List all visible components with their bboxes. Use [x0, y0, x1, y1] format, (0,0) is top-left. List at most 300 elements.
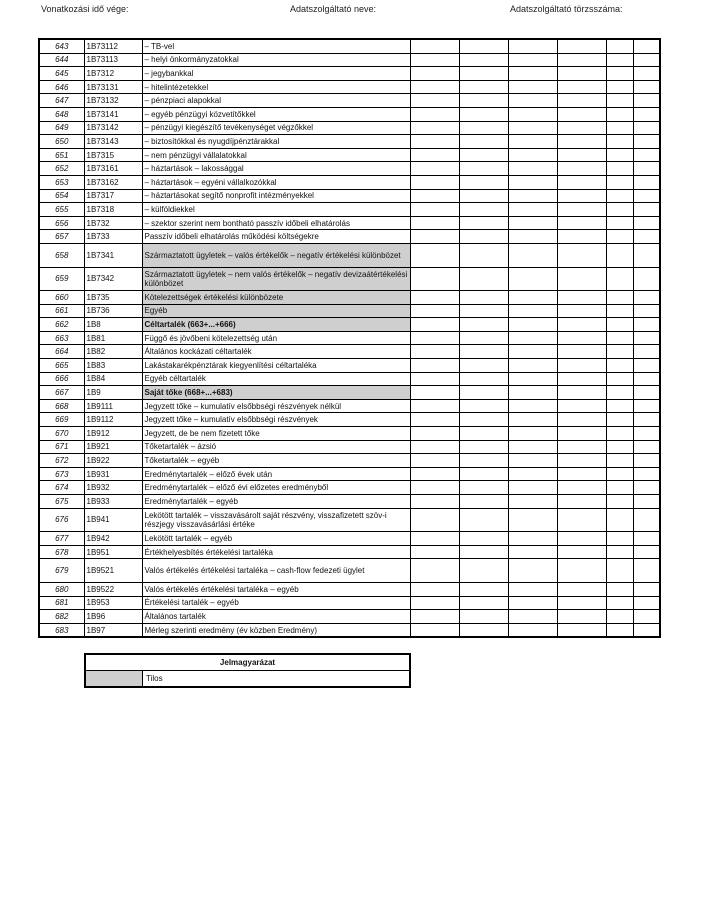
value-cell[interactable] — [410, 148, 459, 162]
value-cell[interactable] — [557, 495, 606, 509]
value-cell[interactable] — [410, 545, 459, 559]
value-cell[interactable] — [459, 359, 508, 373]
value-cell[interactable] — [508, 203, 557, 217]
value-cell[interactable] — [606, 359, 633, 373]
value-cell[interactable] — [459, 291, 508, 305]
value-cell[interactable] — [557, 454, 606, 468]
value-cell[interactable] — [459, 216, 508, 230]
value-cell[interactable] — [459, 175, 508, 189]
value-cell[interactable] — [557, 230, 606, 244]
value-cell[interactable] — [606, 175, 633, 189]
value-cell[interactable] — [606, 623, 633, 637]
value-cell[interactable] — [557, 94, 606, 108]
legend-label-tilos: Tilos — [146, 674, 163, 683]
row-number: 663 — [39, 331, 84, 345]
value-cell[interactable] — [459, 331, 508, 345]
value-cell[interactable] — [606, 508, 633, 532]
row-number: 664 — [39, 345, 84, 359]
value-cell[interactable] — [410, 331, 459, 345]
value-cell[interactable] — [557, 39, 606, 53]
value-cell[interactable] — [459, 386, 508, 400]
value-cell[interactable] — [508, 53, 557, 67]
value-cell[interactable] — [557, 440, 606, 454]
value-cell[interactable] — [459, 596, 508, 610]
value-cell[interactable] — [633, 331, 660, 345]
value-cell[interactable] — [459, 189, 508, 203]
value-cell[interactable] — [557, 162, 606, 176]
value-cell[interactable] — [508, 481, 557, 495]
value-cell[interactable] — [633, 427, 660, 441]
value-cell[interactable] — [459, 148, 508, 162]
table-row — [39, 53, 660, 67]
value-cell[interactable] — [557, 372, 606, 386]
value-cell[interactable] — [633, 532, 660, 546]
value-cell[interactable] — [633, 372, 660, 386]
table-row — [39, 94, 660, 108]
value-cell[interactable] — [557, 331, 606, 345]
value-cell[interactable] — [508, 216, 557, 230]
table-row — [39, 582, 660, 596]
value-cell[interactable] — [633, 148, 660, 162]
value-cell[interactable] — [508, 189, 557, 203]
value-cell[interactable] — [557, 304, 606, 318]
row-number: 661 — [39, 304, 84, 318]
value-cell[interactable] — [633, 623, 660, 637]
value-cell[interactable] — [459, 545, 508, 559]
value-cell[interactable] — [508, 175, 557, 189]
value-cell[interactable] — [410, 121, 459, 135]
value-cell[interactable] — [606, 135, 633, 149]
value-cell[interactable] — [459, 427, 508, 441]
row-number: 647 — [39, 94, 84, 108]
value-cell[interactable] — [459, 94, 508, 108]
value-cell[interactable] — [633, 203, 660, 217]
value-cell[interactable] — [508, 318, 557, 332]
value-cell[interactable] — [557, 345, 606, 359]
value-cell[interactable] — [508, 304, 557, 318]
value-cell[interactable] — [606, 318, 633, 332]
value-cell[interactable] — [508, 399, 557, 413]
value-cell[interactable] — [633, 508, 660, 532]
value-cell[interactable] — [410, 94, 459, 108]
value-cell[interactable] — [508, 331, 557, 345]
value-cell[interactable] — [557, 67, 606, 81]
row-code: 1B735 — [84, 291, 142, 305]
value-cell[interactable] — [606, 107, 633, 121]
value-cell[interactable] — [459, 440, 508, 454]
value-cell[interactable] — [459, 559, 508, 583]
value-cell[interactable] — [410, 508, 459, 532]
row-label: Egyéb — [142, 304, 410, 318]
value-cell[interactable] — [508, 80, 557, 94]
value-cell[interactable] — [459, 80, 508, 94]
row-code: 1B73162 — [84, 175, 142, 189]
value-cell[interactable] — [557, 508, 606, 532]
value-cell[interactable] — [410, 481, 459, 495]
row-label: Kötelezettségek értékelési különbözete — [142, 291, 410, 305]
table-row — [39, 80, 660, 94]
value-cell[interactable] — [459, 610, 508, 624]
value-cell[interactable] — [508, 596, 557, 610]
row-number: 652 — [39, 162, 84, 176]
value-cell[interactable] — [508, 107, 557, 121]
row-number: 646 — [39, 80, 84, 94]
value-cell[interactable] — [410, 386, 459, 400]
value-cell[interactable] — [410, 559, 459, 583]
value-cell[interactable] — [410, 372, 459, 386]
row-number: 649 — [39, 121, 84, 135]
value-cell[interactable] — [606, 67, 633, 81]
row-number: 675 — [39, 495, 84, 509]
table-row — [39, 135, 660, 149]
value-cell[interactable] — [459, 481, 508, 495]
value-cell[interactable] — [557, 596, 606, 610]
value-cell[interactable] — [508, 372, 557, 386]
value-cell[interactable] — [606, 532, 633, 546]
row-number: 670 — [39, 427, 84, 441]
row-label: Általános tartalék — [142, 610, 410, 624]
table-row — [39, 545, 660, 559]
value-cell[interactable] — [606, 267, 633, 291]
value-cell[interactable] — [633, 216, 660, 230]
value-cell[interactable] — [508, 623, 557, 637]
value-cell[interactable] — [410, 203, 459, 217]
value-cell[interactable] — [606, 582, 633, 596]
row-number: 666 — [39, 372, 84, 386]
table-row — [39, 203, 660, 217]
value-cell[interactable] — [606, 413, 633, 427]
value-cell[interactable] — [410, 495, 459, 509]
value-cell[interactable] — [633, 481, 660, 495]
value-cell[interactable] — [410, 291, 459, 305]
table-row — [39, 148, 660, 162]
value-cell[interactable] — [557, 80, 606, 94]
value-cell[interactable] — [459, 267, 508, 291]
value-cell[interactable] — [633, 596, 660, 610]
value-cell[interactable] — [606, 386, 633, 400]
value-cell[interactable] — [557, 53, 606, 67]
value-cell[interactable] — [410, 623, 459, 637]
value-cell[interactable] — [606, 559, 633, 583]
value-cell[interactable] — [508, 345, 557, 359]
value-cell[interactable] — [459, 318, 508, 332]
row-code: 1B932 — [84, 481, 142, 495]
value-cell[interactable] — [606, 427, 633, 441]
value-cell[interactable] — [508, 386, 557, 400]
value-cell[interactable] — [633, 121, 660, 135]
value-cell[interactable] — [410, 216, 459, 230]
value-cell[interactable] — [606, 291, 633, 305]
value-cell[interactable] — [459, 495, 508, 509]
value-cell[interactable] — [633, 559, 660, 583]
legend-swatch-tilos — [86, 671, 143, 686]
value-cell[interactable] — [508, 162, 557, 176]
value-cell[interactable] — [508, 582, 557, 596]
value-cell[interactable] — [459, 39, 508, 53]
value-cell[interactable] — [410, 135, 459, 149]
value-cell[interactable] — [633, 230, 660, 244]
value-cell[interactable] — [410, 467, 459, 481]
value-cell[interactable] — [459, 230, 508, 244]
value-cell[interactable] — [557, 359, 606, 373]
value-cell[interactable] — [508, 230, 557, 244]
row-number: 656 — [39, 216, 84, 230]
value-cell[interactable] — [410, 267, 459, 291]
value-cell[interactable] — [633, 53, 660, 67]
value-cell[interactable] — [633, 189, 660, 203]
value-cell[interactable] — [459, 454, 508, 468]
value-cell[interactable] — [606, 216, 633, 230]
value-cell[interactable] — [633, 94, 660, 108]
value-cell[interactable] — [508, 545, 557, 559]
value-cell[interactable] — [633, 545, 660, 559]
value-cell[interactable] — [508, 532, 557, 546]
value-cell[interactable] — [459, 467, 508, 481]
value-cell[interactable] — [557, 107, 606, 121]
value-cell[interactable] — [557, 135, 606, 149]
value-cell[interactable] — [606, 481, 633, 495]
value-cell[interactable] — [557, 532, 606, 546]
value-cell[interactable] — [633, 345, 660, 359]
value-cell[interactable] — [459, 582, 508, 596]
value-cell[interactable] — [557, 267, 606, 291]
table-row — [39, 386, 660, 400]
value-cell[interactable] — [606, 596, 633, 610]
row-label: Mérleg szerinti eredmény (év közben Eredmény) — [142, 623, 410, 637]
value-cell[interactable] — [633, 359, 660, 373]
value-cell[interactable] — [459, 107, 508, 121]
value-cell[interactable] — [606, 203, 633, 217]
value-cell[interactable] — [410, 532, 459, 546]
value-cell[interactable] — [410, 440, 459, 454]
value-cell[interactable] — [606, 80, 633, 94]
value-cell[interactable] — [508, 243, 557, 267]
value-cell[interactable] — [410, 243, 459, 267]
value-cell[interactable] — [410, 162, 459, 176]
value-cell[interactable] — [633, 318, 660, 332]
value-cell[interactable] — [410, 39, 459, 53]
row-label: Származtatott ügyletek – nem valós értékelők – negatív devizaátértékelési különbözet — [142, 267, 410, 291]
table-row — [39, 318, 660, 332]
value-cell[interactable] — [606, 467, 633, 481]
value-cell[interactable] — [633, 582, 660, 596]
row-label: Lekötött tartalék – visszavásárolt saját részvény, visszafizetett szöv-i részjegy visszavásárlási értéke — [142, 508, 410, 532]
value-cell[interactable] — [557, 399, 606, 413]
row-number: 674 — [39, 481, 84, 495]
value-cell[interactable] — [633, 413, 660, 427]
value-cell[interactable] — [606, 440, 633, 454]
value-cell[interactable] — [606, 399, 633, 413]
value-cell[interactable] — [508, 267, 557, 291]
value-cell[interactable] — [557, 623, 606, 637]
value-cell[interactable] — [459, 203, 508, 217]
table-row — [39, 304, 660, 318]
value-cell[interactable] — [459, 162, 508, 176]
table-row — [39, 623, 660, 637]
table-row — [39, 596, 660, 610]
value-cell[interactable] — [633, 467, 660, 481]
value-cell[interactable] — [410, 53, 459, 67]
value-cell[interactable] — [459, 304, 508, 318]
value-cell[interactable] — [633, 440, 660, 454]
value-cell[interactable] — [557, 175, 606, 189]
value-cell[interactable] — [606, 372, 633, 386]
row-number: 644 — [39, 53, 84, 67]
value-cell[interactable] — [606, 230, 633, 244]
value-cell[interactable] — [410, 610, 459, 624]
value-cell[interactable] — [410, 67, 459, 81]
value-cell[interactable] — [606, 121, 633, 135]
value-cell[interactable] — [633, 610, 660, 624]
value-cell[interactable] — [606, 545, 633, 559]
value-cell[interactable] — [508, 413, 557, 427]
value-cell[interactable] — [508, 454, 557, 468]
value-cell[interactable] — [633, 291, 660, 305]
value-cell[interactable] — [459, 623, 508, 637]
row-code: 1B921 — [84, 440, 142, 454]
value-cell[interactable] — [606, 495, 633, 509]
value-cell[interactable] — [557, 413, 606, 427]
value-cell[interactable] — [606, 94, 633, 108]
value-cell[interactable] — [508, 39, 557, 53]
value-cell[interactable] — [557, 427, 606, 441]
value-cell[interactable] — [508, 291, 557, 305]
value-cell[interactable] — [459, 135, 508, 149]
value-cell[interactable] — [459, 243, 508, 267]
value-cell[interactable] — [557, 559, 606, 583]
value-cell[interactable] — [557, 121, 606, 135]
value-cell[interactable] — [410, 359, 459, 373]
value-cell[interactable] — [508, 135, 557, 149]
value-cell[interactable] — [410, 427, 459, 441]
value-cell[interactable] — [606, 53, 633, 67]
value-cell[interactable] — [633, 399, 660, 413]
value-cell[interactable] — [633, 267, 660, 291]
value-cell[interactable] — [410, 454, 459, 468]
value-cell[interactable] — [459, 372, 508, 386]
value-cell[interactable] — [633, 67, 660, 81]
row-label: Függő és jövőbeni kötelezettség után — [142, 331, 410, 345]
value-cell[interactable] — [410, 189, 459, 203]
value-cell[interactable] — [557, 610, 606, 624]
row-number: 654 — [39, 189, 84, 203]
value-cell[interactable] — [606, 331, 633, 345]
value-cell[interactable] — [557, 291, 606, 305]
value-cell[interactable] — [459, 345, 508, 359]
value-cell[interactable] — [557, 481, 606, 495]
value-cell[interactable] — [633, 386, 660, 400]
value-cell[interactable] — [459, 121, 508, 135]
row-label: Értékelési tartalék – egyéb — [142, 596, 410, 610]
value-cell[interactable] — [557, 203, 606, 217]
value-cell[interactable] — [508, 121, 557, 135]
value-cell[interactable] — [606, 148, 633, 162]
value-cell[interactable] — [410, 175, 459, 189]
row-code: 1B7317 — [84, 189, 142, 203]
row-code: 1B82 — [84, 345, 142, 359]
value-cell[interactable] — [633, 454, 660, 468]
value-cell[interactable] — [606, 162, 633, 176]
value-cell[interactable] — [508, 610, 557, 624]
value-cell[interactable] — [606, 243, 633, 267]
value-cell[interactable] — [508, 148, 557, 162]
row-label: – TB-vel — [142, 39, 410, 53]
value-cell[interactable] — [633, 80, 660, 94]
value-cell[interactable] — [606, 304, 633, 318]
row-label: – hitelintézetekkel — [142, 80, 410, 94]
value-cell[interactable] — [633, 39, 660, 53]
value-cell[interactable] — [508, 467, 557, 481]
value-cell[interactable] — [508, 559, 557, 583]
value-cell[interactable] — [459, 399, 508, 413]
value-cell[interactable] — [557, 243, 606, 267]
value-cell[interactable] — [410, 345, 459, 359]
table-row — [39, 107, 660, 121]
value-cell[interactable] — [410, 596, 459, 610]
value-cell[interactable] — [410, 413, 459, 427]
value-cell[interactable] — [459, 53, 508, 67]
value-cell[interactable] — [606, 345, 633, 359]
value-cell[interactable] — [508, 440, 557, 454]
value-cell[interactable] — [410, 80, 459, 94]
value-cell[interactable] — [410, 399, 459, 413]
value-cell[interactable] — [410, 318, 459, 332]
value-cell[interactable] — [508, 427, 557, 441]
value-cell[interactable] — [633, 304, 660, 318]
value-cell[interactable] — [459, 67, 508, 81]
row-code: 1B84 — [84, 372, 142, 386]
row-number: 650 — [39, 135, 84, 149]
value-cell[interactable] — [410, 582, 459, 596]
value-cell[interactable] — [557, 467, 606, 481]
row-code: 1B733 — [84, 230, 142, 244]
value-cell[interactable] — [606, 610, 633, 624]
value-cell[interactable] — [557, 386, 606, 400]
value-cell[interactable] — [557, 216, 606, 230]
value-cell[interactable] — [557, 582, 606, 596]
table-row — [39, 495, 660, 509]
value-cell[interactable] — [633, 135, 660, 149]
value-cell[interactable] — [606, 189, 633, 203]
value-cell[interactable] — [557, 189, 606, 203]
value-cell[interactable] — [633, 162, 660, 176]
value-cell[interactable] — [557, 148, 606, 162]
value-cell[interactable] — [557, 545, 606, 559]
value-cell[interactable] — [459, 413, 508, 427]
value-cell[interactable] — [557, 318, 606, 332]
value-cell[interactable] — [508, 359, 557, 373]
value-cell[interactable] — [459, 508, 508, 532]
table-row — [39, 162, 660, 176]
value-cell[interactable] — [459, 532, 508, 546]
value-cell[interactable] — [410, 230, 459, 244]
value-cell[interactable] — [508, 67, 557, 81]
row-label: – háztartások – egyéni vállalkozókkal — [142, 175, 410, 189]
row-label: Eredménytartalék – egyéb — [142, 495, 410, 509]
value-cell[interactable] — [606, 454, 633, 468]
value-cell[interactable] — [633, 107, 660, 121]
value-cell[interactable] — [633, 243, 660, 267]
value-cell[interactable] — [606, 39, 633, 53]
value-cell[interactable] — [410, 304, 459, 318]
value-cell[interactable] — [633, 495, 660, 509]
value-cell[interactable] — [633, 175, 660, 189]
row-label: Értékhelyesbítés értékelési tartaléka — [142, 545, 410, 559]
value-cell[interactable] — [508, 94, 557, 108]
value-cell[interactable] — [508, 495, 557, 509]
value-cell[interactable] — [508, 508, 557, 532]
value-cell[interactable] — [410, 107, 459, 121]
